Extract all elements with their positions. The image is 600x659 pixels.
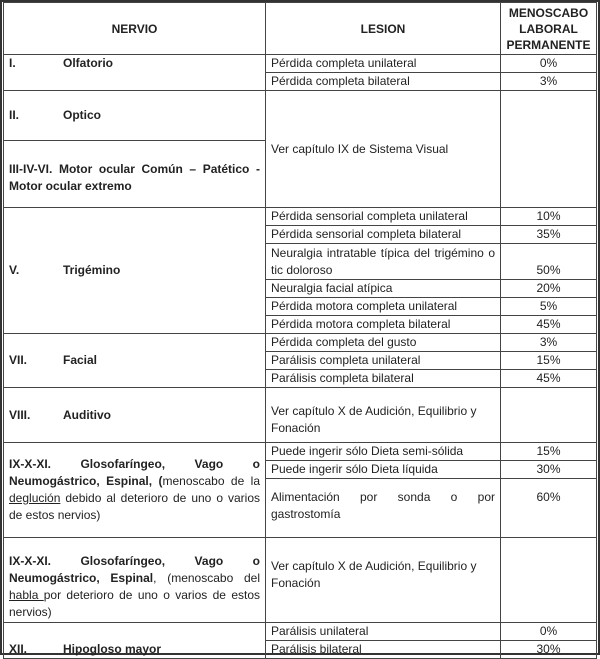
lesion-cell: Parálisis bilateral xyxy=(266,641,501,659)
lesion-cell: Pérdida sensorial completa bilateral xyxy=(266,226,501,244)
nerve-note: menoscabo de la xyxy=(162,474,260,488)
nerve-note: , (menoscabo del xyxy=(153,571,260,585)
header-row xyxy=(4,3,597,55)
header-lesion: LESION xyxy=(266,3,501,55)
header-nervio: NERVIO xyxy=(4,3,266,55)
nerve-note-underlined: habla xyxy=(9,588,44,602)
value-cell: 45% xyxy=(501,316,597,334)
nerve-note: por deterioro de uno o varios de estos nervios) xyxy=(9,588,260,619)
value-cell: 5% xyxy=(501,298,597,316)
lesion-cell: Ver capítulo X de Audición, Equilibrio y Fonación xyxy=(266,538,501,623)
value-cell: 30% xyxy=(501,641,597,659)
nerve-cell-facial xyxy=(4,334,266,388)
lesion-cell: Pérdida completa bilateral xyxy=(266,73,501,91)
table-row xyxy=(4,334,597,352)
nerve-cell-deglucion xyxy=(4,443,266,538)
nerve-name: Facial xyxy=(63,353,98,367)
nerve-cell-motor xyxy=(4,141,266,208)
value-cell-empty xyxy=(501,91,597,208)
nerve-note: debido al deterioro de uno o varios de estos nervios) xyxy=(9,491,260,522)
lesion-cell: Parálisis completa bilateral xyxy=(266,370,501,388)
nerve-name: Auditivo xyxy=(63,407,111,422)
value-cell: 30% xyxy=(501,461,597,479)
nerve-impairment-table xyxy=(3,2,597,659)
nerve-cell-hipogloso xyxy=(4,623,266,659)
lesion-cell: Neuralgia intratable típica del trigémino o tic doloroso xyxy=(266,244,501,280)
nerve-number: XII. xyxy=(9,642,28,656)
nerve-cell-trigemino xyxy=(4,208,266,334)
lesion-cell: Pérdida motora completa bilateral xyxy=(266,316,501,334)
header-menoscabo: MENOSCABO LABORAL PERMANENTE xyxy=(501,3,597,55)
value-cell: 20% xyxy=(501,280,597,298)
value-cell: 10% xyxy=(501,208,597,226)
nerve-number: IX-X-XI. xyxy=(9,457,52,471)
nerve-number: I. xyxy=(9,56,16,70)
lesion-cell: Puede ingerir sólo Dieta líquida xyxy=(266,461,501,479)
nerve-note-underlined: deglución xyxy=(9,491,61,505)
table-row xyxy=(4,388,597,443)
nerve-name: Optico xyxy=(63,108,101,122)
lesion-cell: Neuralgia facial atípica xyxy=(266,280,501,298)
lesion-cell: Pérdida sensorial completa unilateral xyxy=(266,208,501,226)
nerve-name: Motor ocular Común – Patético - Motor ocular extremo xyxy=(9,162,260,193)
table-row xyxy=(4,623,597,641)
nerve-cell-optico xyxy=(4,91,266,141)
nerve-name: Trigémino xyxy=(63,263,121,277)
nerve-name: Olfatorio xyxy=(63,56,113,70)
lesion-cell: Ver capítulo X de Audición, Equilibrio y Fonación xyxy=(266,388,501,443)
lesion-cell: Ver capítulo IX de Sistema Visual xyxy=(266,91,501,208)
nerve-name: Glosofaríngeo, Vago o Neumogástrico, Espinal, ( xyxy=(9,457,260,488)
value-cell: 45% xyxy=(501,370,597,388)
value-cell-empty xyxy=(501,388,597,443)
nerve-number: IX-X-XI. xyxy=(9,554,52,568)
nerve-cell-auditivo xyxy=(4,388,266,443)
lesion-cell: Parálisis completa unilateral xyxy=(266,352,501,370)
nerve-name: Hipogloso mayor xyxy=(63,642,162,656)
lesion-cell: Parálisis unilateral xyxy=(266,623,501,641)
value-cell-empty xyxy=(501,538,597,623)
value-cell: 15% xyxy=(501,443,597,461)
lesion-cell: Pérdida completa unilateral xyxy=(266,55,501,73)
nerve-number: V. xyxy=(9,263,20,277)
lesion-cell: Pérdida completa del gusto xyxy=(266,334,501,352)
value-cell: 35% xyxy=(501,226,597,244)
table-row xyxy=(4,55,597,73)
lesion-cell: Alimentación por sonda o por gastrostomía xyxy=(266,479,501,538)
nerve-cell-olfatorio xyxy=(4,55,266,91)
lesion-cell: Pérdida motora completa unilateral xyxy=(266,298,501,316)
nerve-name: Glosofaríngeo, Vago o Neumogástrico, Espinal xyxy=(9,554,260,585)
nerve-number: II. xyxy=(9,108,20,122)
table-row xyxy=(4,443,597,461)
lesion-cell: Puede ingerir sólo Dieta semi-sólida xyxy=(266,443,501,461)
value-cell: 15% xyxy=(501,352,597,370)
value-cell: 0% xyxy=(501,55,597,73)
table-row xyxy=(4,208,597,226)
nerve-number: VIII. xyxy=(9,407,31,422)
nerve-number: III-IV-VI. xyxy=(9,162,53,176)
value-cell: 3% xyxy=(501,73,597,91)
value-cell: 3% xyxy=(501,334,597,352)
value-cell: 0% xyxy=(501,623,597,641)
nerve-cell-habla xyxy=(4,538,266,623)
table-row xyxy=(4,91,597,141)
value-cell: 60% xyxy=(501,479,597,538)
table-row xyxy=(4,538,597,623)
nerve-number: VII. xyxy=(9,353,28,367)
value-cell: 50% xyxy=(501,244,597,280)
